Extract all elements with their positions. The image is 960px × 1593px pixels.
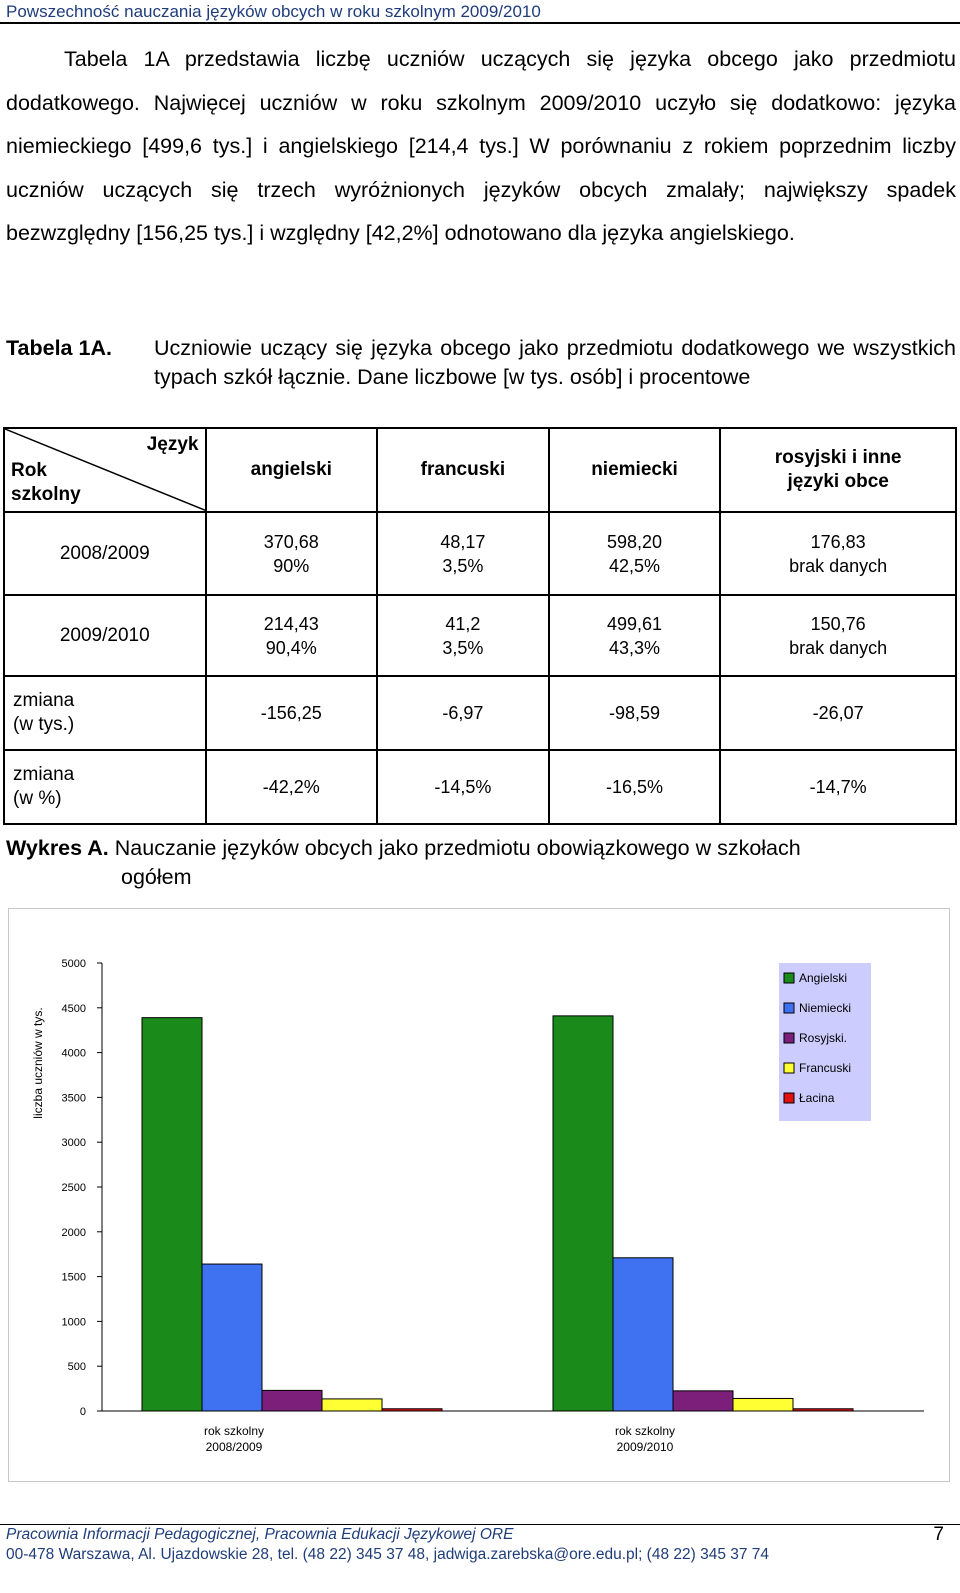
page-number: 7 [933,1524,944,1545]
bar [673,1391,733,1411]
legend-label: Niemiecki [799,1001,852,1015]
table-row [4,595,956,676]
legend-swatch [784,973,794,983]
table-corner-cell [4,428,206,512]
table-header-row [4,428,956,512]
y-tick-label: 2500 [61,1182,86,1194]
bar [613,1258,673,1411]
legend-swatch [784,1003,794,1013]
y-tick-label: 3500 [61,1092,86,1105]
intro-paragraph: Tabela 1A przedstawia liczbę uczniów uczących się języka obcego jako przedmiotu dodatkowego. Najwięcej uczniów w roku szkolnym 2009/2010 uczyło się dodatkowo: języka niemieckiego [499,6 tys.] i angielskiego [214,4 tys.] W porównaniu z rokiem poprzednim liczby uczniów uczących się trzech wyróżnionych języków obcych zmalały; największy spadek bezwzględny [156,25 tys.] i względny [42,2%] odnotowano dla języka angielskiego. [6,47,956,245]
y-tick-label: 0 [79,1406,86,1418]
y-tick-label: 2000 [61,1226,86,1239]
row-label-text: zmiana (w tys.) [13,690,75,735]
row-label-text: zmiana (w %) [13,764,75,809]
header-rule [0,22,960,24]
bar [793,1409,853,1411]
y-tick-label: 1000 [61,1316,86,1329]
chart-caption-text: Nauczanie języków obcych jako przedmiotu obowiązkowego w szkołach [114,836,801,860]
x-category-label: rok szkolny [614,1424,676,1438]
cell-value: 150,76 [810,613,866,634]
y-tick-label: 1500 [61,1271,86,1284]
bar-chart [9,909,949,1481]
header-cell [720,428,956,512]
page-header [0,0,960,24]
legend-label: Łacina [799,1091,835,1105]
row-label [4,750,206,824]
cell-percent: 90% [273,555,310,576]
bar [142,1018,202,1411]
data-table [3,427,957,825]
table-cell [206,512,378,595]
table-caption-text: Uczniowie uczący się języka obcego jako przedmiotu dodatkowego we wszystkich typach szkół łącznie. Dane liczbowe [w tys. osób] i procentowe [154,336,956,389]
legend-label: Angielski [799,971,848,985]
cell-percent: 43,3% [608,637,661,658]
bar [202,1264,262,1411]
y-tick-label: 3000 [61,1137,86,1150]
legend-swatch [784,1093,794,1103]
table-cell [377,595,549,676]
legend-label: Francuski [799,1061,852,1075]
bar [733,1398,793,1411]
cell-percent: brak danych [789,637,888,658]
table-cell: -14,7% [720,750,956,824]
bar [322,1399,382,1411]
header-title: Powszechność nauczania języków obcych w roku szkolnym 2009/2010 [6,2,541,21]
y-tick-label: 4500 [61,1002,86,1015]
table-cell [720,595,956,676]
table-cell: -16,5% [549,750,721,824]
table-cell: -156,25 [206,676,378,750]
bar [382,1409,442,1411]
y-axis-title: liczba uczniów w tys. [31,1007,45,1119]
corner-year-label: Rok szkolny [11,460,81,505]
footer-rule [0,1524,960,1525]
row-label: 2008/2009 [4,512,206,595]
x-category-label: rok szkolny [203,1424,265,1438]
footer-address: 00-478 Warszawa, Al. Ujazdowskie 28, tel. (48 22) 345 37 48, jadwiga.zarebska@ore.edu.pl; (48 22) 345 37 74 [6,1546,770,1563]
table-cell: -14,5% [377,750,549,824]
table-cell [206,595,378,676]
table-cell: -98,59 [549,676,721,750]
corner-language-label: Język [146,434,199,455]
y-tick-label: 4000 [61,1047,86,1060]
table-row [4,750,956,824]
chart-caption [6,834,956,892]
table-row [4,676,956,750]
table-cell: -42,2% [206,750,378,824]
table-cell: -6,97 [377,676,549,750]
cell-value: 48,17 [440,531,486,552]
header-cell: niemiecki [549,428,721,512]
x-category-label: 2009/2010 [616,1440,674,1454]
cell-percent: brak danych [789,555,888,576]
cell-value: 598,20 [606,531,663,552]
table-cell: -26,07 [720,676,956,750]
table-row [4,512,956,595]
y-tick-label: 5000 [61,958,86,970]
cell-percent: 42,5% [608,555,661,576]
y-tick-label: 500 [67,1361,86,1374]
intro-paragraph-block [6,38,956,256]
table-cell [720,512,956,595]
cell-value: 176,83 [810,531,866,552]
cell-value: 41,2 [445,613,481,634]
x-category-label: 2008/2009 [205,1440,263,1454]
table-caption-label: Tabela 1A. [6,336,112,360]
row-label: 2009/2010 [4,595,206,676]
bar [262,1390,322,1411]
cell-value: 370,68 [263,531,319,552]
table-cell [377,512,549,595]
cell-value: 214,43 [263,613,319,634]
table-cell [549,512,721,595]
cell-percent: 3,5% [442,637,484,658]
legend-label: Rosyjski. [799,1031,848,1045]
cell-percent: 3,5% [442,555,484,576]
chart-frame [8,908,950,1482]
bar [553,1016,613,1411]
cell-value: 499,61 [606,613,663,634]
table-cell [549,595,721,676]
footer-institution: Pracownia Informacji Pedagogicznej, Pracownia Edukacji Językowej ORE [6,1526,514,1543]
legend-swatch [784,1033,794,1043]
header-cell-text: rosyjski i inne języki obce [774,447,902,492]
header-cell: angielski [206,428,378,512]
cell-percent: 90,4% [265,637,317,658]
chart-caption-text-line2: ogółem [121,865,192,889]
chart-caption-label: Wykres A. [6,836,109,860]
legend-swatch [784,1063,794,1073]
header-cell: francuski [377,428,549,512]
row-label [4,676,206,750]
